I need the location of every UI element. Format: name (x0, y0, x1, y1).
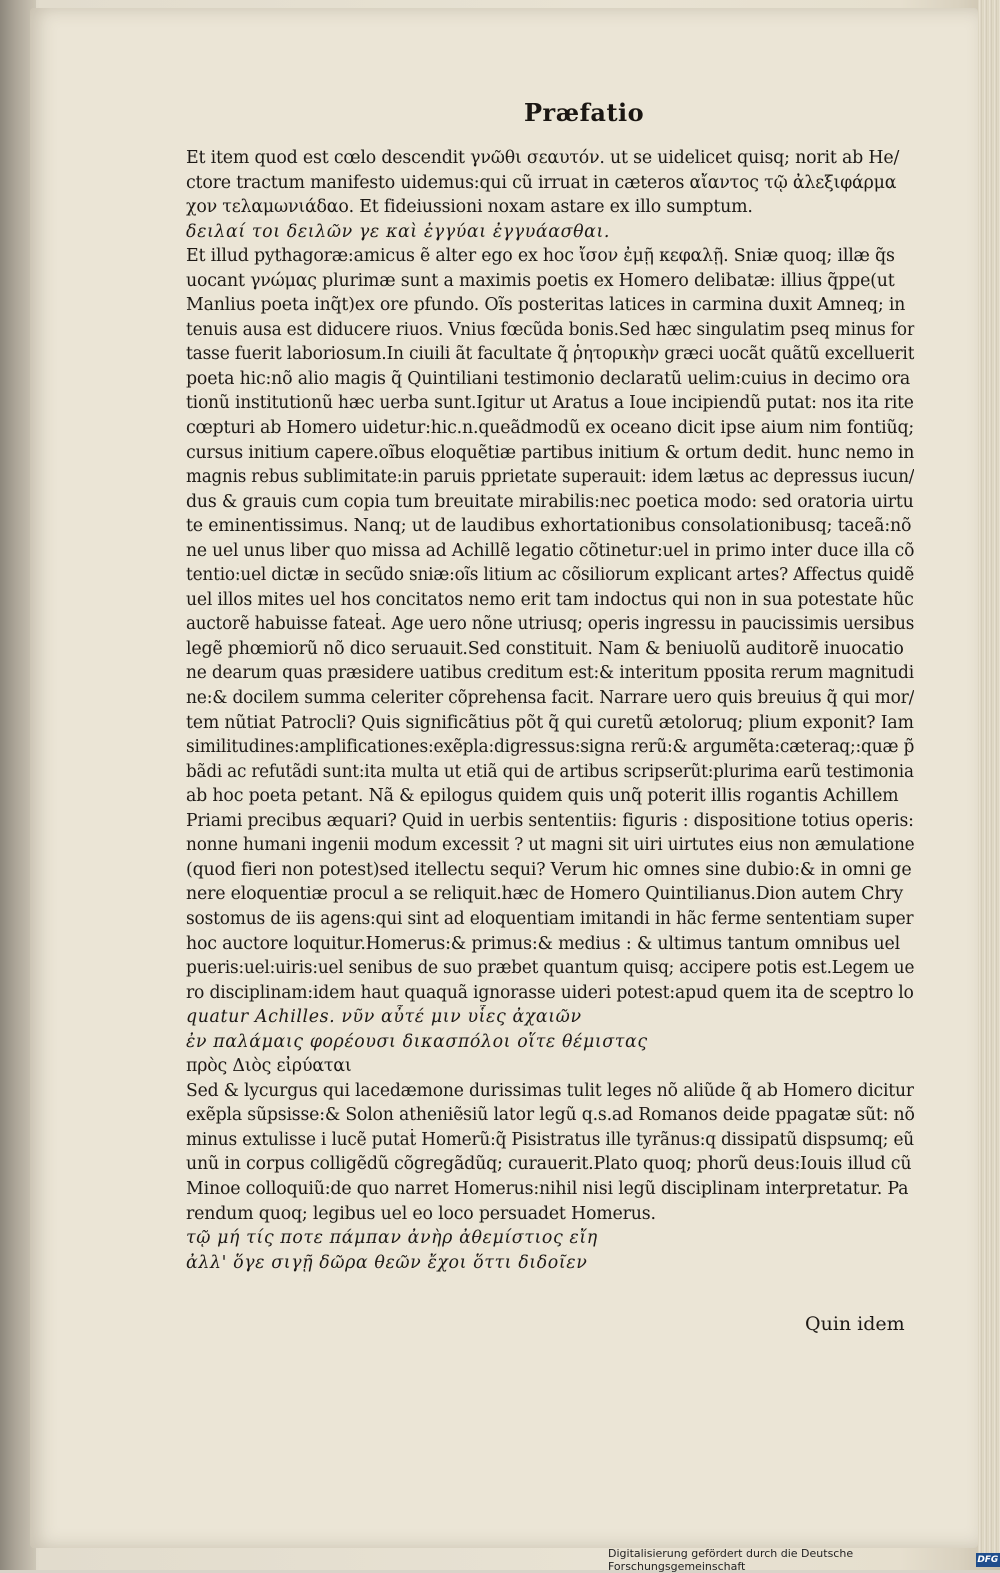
text-line: χον τελαμωνιάδαο. Et fideiussioni noxam astare ex illo sumptum. (186, 197, 753, 218)
text-line: (quod fieri non potest)sed itellectu sequi? Verum hic omnes sine dubio:& in omni ge (186, 859, 912, 880)
text-line: Et illud pythagoræ:amicus ẽ alter ego ex hoc ἴσον ἐμῇ κεφαλῇ. Sniæ quoq; illæ q̃s (186, 246, 895, 267)
text-line: rendum quoq; legibus uel eo loco persuadet Homerus. (186, 1203, 656, 1224)
text-line: τῷ μή τίς ποτε πάμπαν ἀνὴρ ἀθεμίστιος εἴη (186, 1228, 598, 1249)
text-line: nonne humani ingenii modum excessit ? ut magni sit uiri uirtutes eius non æmulatione (186, 835, 915, 856)
dfg-logo: DFG (977, 1555, 999, 1565)
text-line: ctore tractum manifesto uidemus:qui cũ irruat in cæteros αἴαντος τῷ ἀλεξιφάρμα (186, 172, 897, 193)
text-line: cursus initium capere.oĩbus eloquẽtiæ partibus initium & ortum dedit. hunc nemo in (186, 442, 914, 463)
text-line: uel illos mites uel hos concitatos nemo erit tam indoctus qui non in sua potestate hũc (186, 589, 914, 610)
text-line: sostomus de iis agens:qui sint ad eloquentiam imitandi in hãc ferme sententiam super (186, 908, 914, 929)
text-line: minus extulisse i lucẽ putaṫ Homerũ:q̃ Pisistratus ille tyrãnus:q dissipatũ dispsumq; eũ (186, 1129, 914, 1150)
credit-text: Digitalisierung gefördert durch die Deutsche Forschungsgemeinschaft (608, 1547, 854, 1573)
text-line: te eminentissimus. Nanq; ut de laudibus exhortationibus consolationibusq; taceã:nõ (186, 516, 912, 537)
text-line: uocant γνώμας plurimæ sunt a maximis poetis ex Homero delibatæ: illius q̃ppe(ut (186, 270, 895, 291)
page-edges (978, 0, 1000, 1560)
digitization-credit (608, 1547, 1000, 1573)
running-head: Præfatio (524, 98, 645, 127)
text-line: ab hoc poeta petant. Nã & epilogus quidem quis unq̃ poterit illis rogantis Achillem (186, 786, 899, 807)
text-line: nere eloquentiæ procul a se reliquit.hæc de Homero Quintilianus.Dion autem Chry (186, 884, 903, 905)
text-line: tenuis ausa est diducere riuos. Vnius fœcũda bonis.Sed hæc singulatim pseq minus for (186, 319, 915, 340)
catchword: Quin idem (805, 1313, 905, 1335)
text-line: tionũ institutionũ hæc uerba sunt.Igitur ut Aratus a Ioue incipiendũ putat: nos ita rite (186, 393, 914, 414)
text-line: ro disciplinam:idem haut quaquã ignorasse uideri potest:apud quem ita de sceptro lo (186, 982, 914, 1003)
text-line: tentio:uel dictæ in secũdo sniæ:oĩs litium ac cõsiliorum explicant artes? Affectus quidẽ (186, 565, 915, 586)
text-line: pueris:uel:uiris:uel senibus de suo præbet quantum quisq; accipere potis est.Legem ue (186, 958, 914, 979)
text-line: Manlius poeta inq̃t)ex ore pfundo. Oĩs posteritas latices in carmina duxit Amneq; in (186, 295, 906, 316)
text-line: πρὸς Διὸς εἰρύαται (186, 1056, 352, 1077)
text-line: Sed & lycurgus qui lacedæmone durissimas tulit leges nõ aliũde q̃ ab Homero dicitur (186, 1080, 914, 1101)
text-line: ne dearum quas præsidere uatibus creditum est:& interitum pposita rerum magnitudi (186, 663, 914, 684)
text-line: tem nũtiat Patrocli? Quis significãtius põt q̃ qui curetũ ætoloruq; plium exponit? Iam (186, 712, 914, 733)
text-line: auctorẽ habuisse fateaṫ. Age uero nõne utriusq; operis ingressu in paucissimis uersibus (186, 614, 915, 635)
text-line: bãdi ac refutãdi sunt:ita multa ut etiã qui de artibus scripserũt:plurima earũ testimonia (186, 761, 914, 782)
page-text-block (186, 146, 914, 1275)
text-line: poeta hic:nõ alio magis q̃ Quintiliani testimonio declaratũ uelim:cuius in decimo ora (186, 368, 910, 389)
text-line: hoc auctore loquitur.Homerus:& primus:& medius : & ultimus tantum omnibus uel (186, 933, 901, 954)
text-line: ἐν παλάμαις φορέουσι δικασπόλοι οἵτε θέμιστας (186, 1031, 648, 1052)
text-line: ne uel unus liber quo missa ad Achillẽ legatio cõtinetur:uel in primo inter duce illa cõ (186, 540, 915, 561)
text-line: cœpturi ab Homero uidetur:hic.n.queãdmodũ ex oceano dicit ipse aium nim fontiũq; (186, 418, 914, 439)
text-line: δειλαί τοι δειλῶν γε καὶ ἐγγύαι ἐγγυάασθαι. (186, 221, 611, 242)
text-line: quatur Achilles. νῦν αὖτέ μιν υἷες ἀχαιῶν (186, 1007, 582, 1028)
text-line: similitudines:amplificationes:exẽpla:digressus:signa rerũ:& argumẽta:cæteraq;:quæ p̃ (186, 737, 914, 758)
text-line: dus & grauis cum copia tum breuitate mirabilis:nec poetica modo: sed oratoria uirtu (186, 491, 914, 512)
text-line: tasse fuerit laboriosum.In ciuili ãt facultate q̃ ῥητορικὴν græci uocãt quãtũ excelluerit (186, 344, 915, 365)
text-line: legẽ phœmiorũ nõ dico seruauit.Sed constituit. Nam & beniuolũ auditorẽ inuocatio (186, 638, 904, 659)
text-line: ne:& docilem summa celeriter cõprehensa facit. Narrare uero quis breuius q̃ qui mor/ (186, 688, 914, 709)
text-line: Priami precibus æquari? Quid in uerbis sententiis: figuris : dispositione totius operis: (186, 810, 914, 831)
text-line: Minoe colloquiũ:de quo narret Homerus:nihil nisi legũ disciplinam interpretatur. Pa (186, 1178, 909, 1199)
text-line: magnis rebus sublimitate:in paruis pprietate superauit: idem lætus ac depressus iucun/ (186, 467, 915, 488)
text-line: unũ in corpus colligẽdũ cõgregãdũq; curauerit.Plato quoq; phorũ deus:Iouis illud cũ (186, 1154, 912, 1175)
text-line: ἀλλ' ὅγε σιγῇ δῶρα θεῶν ἔχοι ὅττι διδοῖεν (186, 1252, 588, 1273)
text-line: Et item quod est cœlo descendit γνῶθι σεαυτόν. ut se uidelicet quisq; norit ab He/ (186, 148, 900, 168)
text-line: exẽpla sũpsisse:& Solon atheniẽsiũ lator legũ q.s.ad Romanos deide ppagatæ sũt: nõ (186, 1105, 915, 1126)
